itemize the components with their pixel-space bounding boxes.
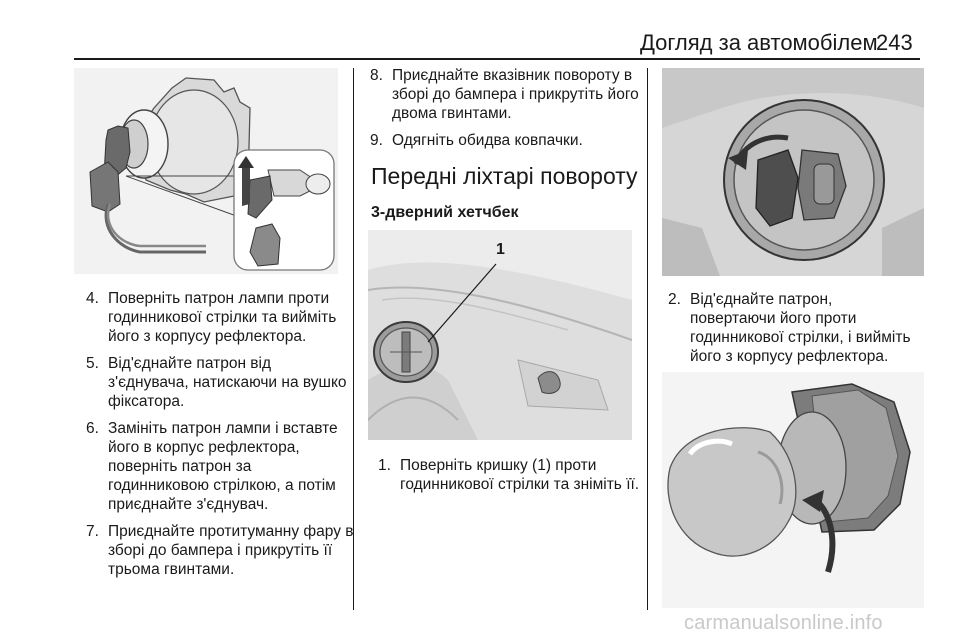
- header-title: Догляд за автомобілем: [640, 30, 878, 55]
- turn-signal-bulb-icon: [662, 372, 924, 608]
- step-number: 9.: [370, 132, 383, 149]
- left-steps-list: [86, 289, 354, 587]
- list-item: [668, 290, 922, 366]
- bulb-socket-figure: [662, 372, 924, 608]
- step-text: Поверніть патрон лампи проти годинникової стрілки та вийміть його з корпусу рефлектора.: [108, 290, 337, 345]
- watermark: carmanualsonline.info: [684, 612, 883, 634]
- step-number: 1.: [378, 457, 391, 474]
- step-text: Від'єднайте патрон, повертаючи його проти годинникової стрілки, і вийміть його з корпусу рефлектора.: [690, 291, 911, 365]
- header-rule: [74, 58, 920, 60]
- step-text: Замініть патрон лампи і вставте його в корпус рефлектора, поверніть патрон за годинниковою стрілкою, а потім приєднайте з'єднувач.: [108, 420, 338, 513]
- headlamp-bulb-figure: [74, 68, 338, 274]
- list-item: [378, 456, 640, 494]
- step-number: 2.: [668, 291, 681, 308]
- column-divider-right: [647, 68, 648, 610]
- step-text: Поверніть кришку (1) проти годинникової стрілки та зніміть її.: [400, 457, 640, 493]
- subsection-title: 3-дверний хетчбек: [371, 204, 519, 221]
- list-item: [86, 354, 354, 411]
- list-item: [370, 131, 640, 150]
- step-number: 7.: [86, 523, 99, 540]
- step-number: 6.: [86, 420, 99, 437]
- step-text: Від'єднайте патрон від з'єднувача, натискаючи на вушко фіксатора.: [108, 355, 347, 410]
- socket-reflector-figure: [662, 68, 924, 276]
- page-number: 243: [876, 30, 913, 55]
- step-text: Приєднайте вказівник повороту в зборі до бампера і прикрутіть його двома гвинтами.: [392, 67, 639, 122]
- step-number: 4.: [86, 290, 99, 307]
- turn-signal-socket-icon: [662, 68, 924, 276]
- callout-label: 1: [496, 241, 505, 258]
- step-number: 8.: [370, 67, 383, 84]
- step-text: Одягніть обидва ковпачки.: [392, 132, 583, 149]
- step-number: 5.: [86, 355, 99, 372]
- list-item: [86, 419, 354, 514]
- turn-signal-cover-figure: [368, 230, 632, 440]
- right-steps-list: [668, 290, 922, 374]
- headlamp-bulb-icon: [74, 68, 338, 274]
- section-title: Передні ліхтарі повороту: [371, 163, 638, 189]
- list-item: [370, 66, 640, 123]
- step-text: Приєднайте протитуманну фару в зборі до бампера і прикрутіть її трьома гвинтами.: [108, 523, 354, 578]
- list-item: [86, 522, 354, 579]
- middle-steps-list: [370, 66, 640, 158]
- turn-signal-cover-icon: [368, 230, 632, 440]
- list-item: [86, 289, 354, 346]
- section-steps-list: [378, 456, 640, 502]
